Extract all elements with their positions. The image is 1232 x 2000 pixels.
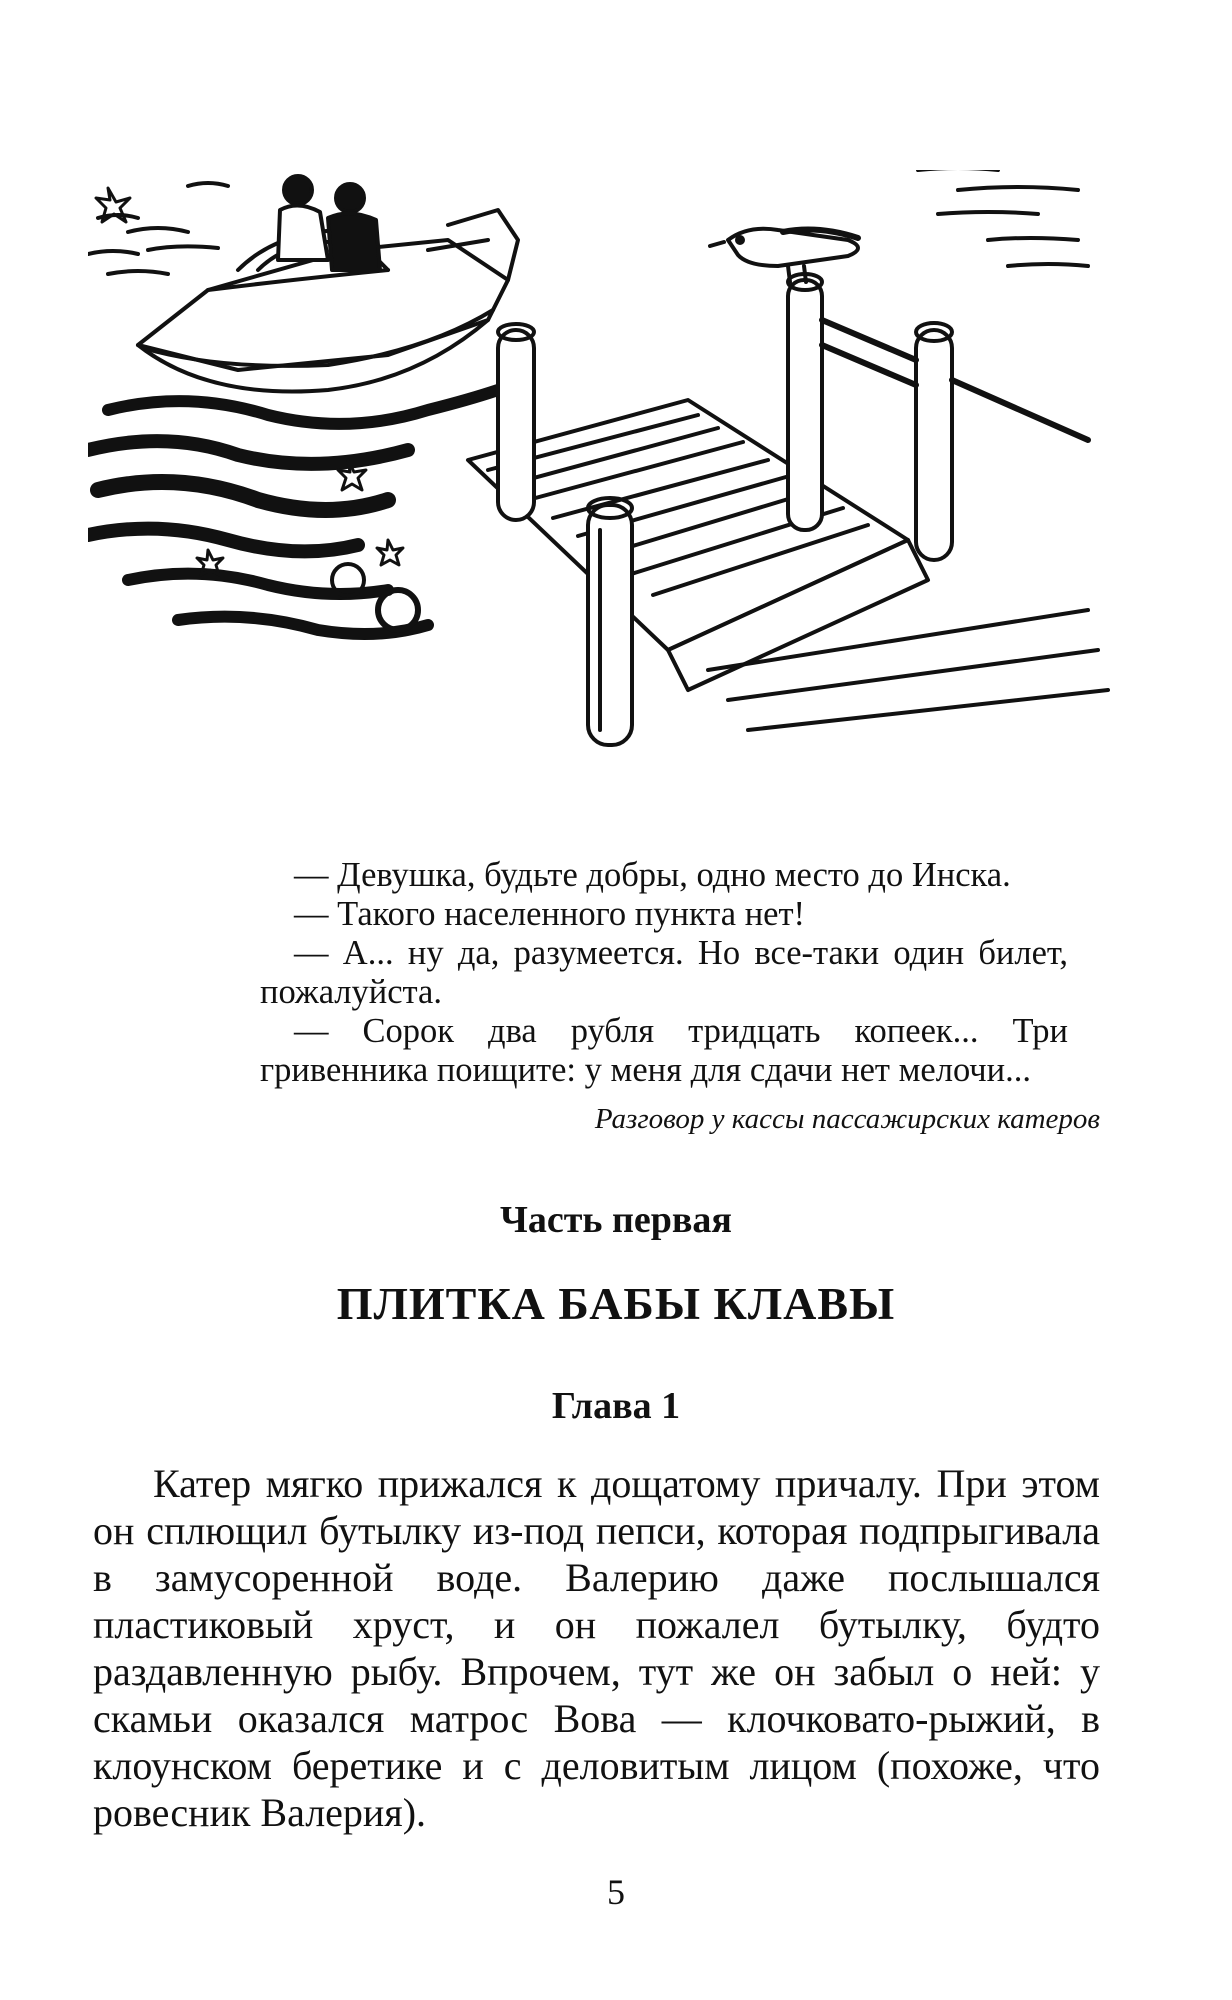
epigraph-line: — Сорок два рубля тридцать копеек... Три гривенника поищите: у меня для сдачи нет мелочи...	[260, 1012, 1068, 1089]
page-number: 5	[607, 1872, 625, 1912]
epigraph-line: — Такого населенного пункта нет!	[294, 895, 806, 933]
body-text	[93, 1460, 1100, 1836]
part-title: Часть первая	[500, 1199, 732, 1241]
epigraph-line: — Девушка, будьте добры, одно место до Инска.	[294, 856, 1011, 894]
boat-pier-illustration-icon	[88, 170, 1112, 750]
epigraph-source: Разговор у кассы пассажирских катеров	[594, 1103, 1100, 1135]
book-title: ПЛИТКА БАБЫ КЛАВЫ	[336, 1278, 896, 1329]
epigraph-line: — А... ну да, разумеется. Но все-таки один билет, пожалуйста.	[260, 934, 1068, 1011]
epigraph	[260, 856, 1068, 1090]
chapter-title: Глава 1	[551, 1385, 681, 1427]
body-paragraph: Катер мягко прижался к дощатому причалу. При этом он сплющил бутылку из-под пепси, которая подпрыгивала в замусоренной воде. Валерию даже послышался пластиковый хруст, и он пожалел бутылку, будто раздавленную рыбу. Впрочем, тут же он забыл о ней: у скамьи оказался матрос Вова — клочковато-рыжий, в клоунском беретике и с деловитым лицом (похоже, что ровесник Валерия).	[93, 1461, 1100, 1835]
